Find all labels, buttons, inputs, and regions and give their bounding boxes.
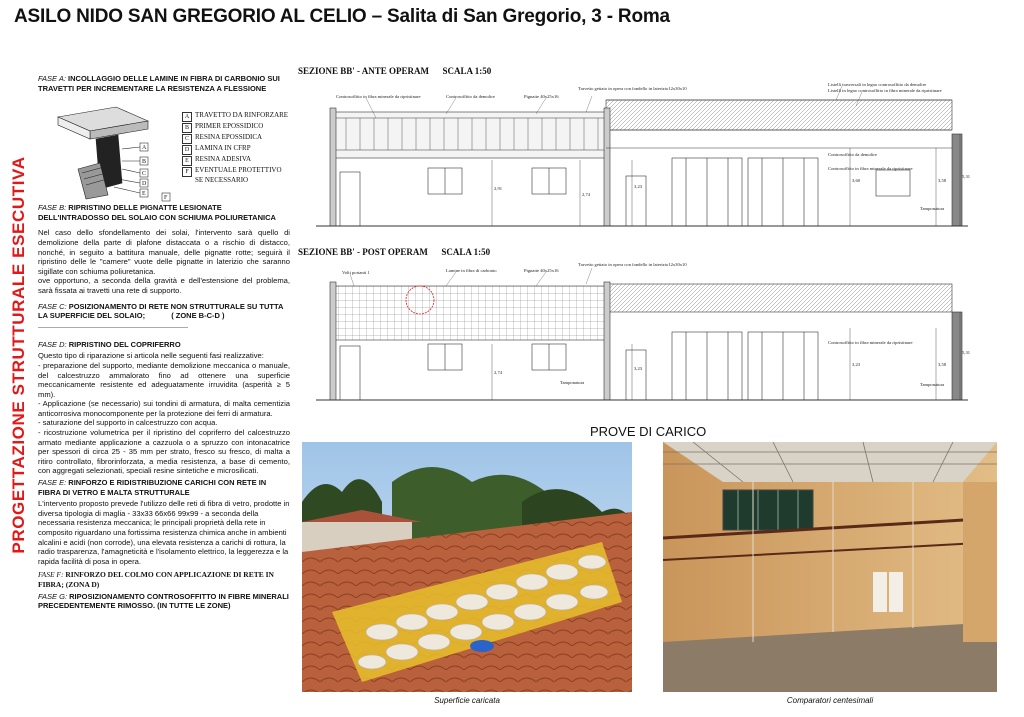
ante-label-tamponatura: Tamponatura: [920, 206, 945, 211]
fase-d-item: - preparazione del supporto, mediante demolizione meccanica o manuale, del calcestruzzo ammalorato fino ad ottenere una superficie meccanicamente resistente ed adeguatamente irruvidita (asperità ≥ 5 mm).: [38, 360, 290, 399]
diag-label-d: D: [142, 181, 147, 188]
fase-a-legend: [182, 111, 290, 185]
fase-d-item: - saturazione del supporto in calcestruzzo con acqua.: [38, 418, 218, 428]
ante-label-listelli2: Listelli in legno controsoffitto in fibra minerale da ripristinare: [828, 88, 942, 93]
text-column: [38, 74, 290, 613]
fase-c-zone: ( ZONE B-C-D ): [171, 311, 225, 321]
photo-interior-comparators: [663, 442, 997, 692]
legend-item: C RESINA EPOSSIDICA: [182, 133, 290, 144]
separator: [38, 327, 188, 328]
vertical-title-band: [2, 60, 36, 650]
fase-e-title: FASE E: RINFORZO E RIDISTRIBUZIONE CARICHI CON RETE IN FIBRA DI VETRO E MALTA STRUTTURALE: [38, 478, 267, 497]
vertical-title: PROGETTAZIONE STRUTTURALE ESECUTIVA: [9, 156, 28, 554]
legend-item: B PRIMER EPOSSIDICO: [182, 122, 290, 133]
post-label-volti: Volti portanti 1: [342, 270, 370, 275]
ante-label-listelli1: Listelli trasversali in legno controsoffitto da demolire: [828, 82, 927, 87]
post-label-pignatte: Pignatte 40x25x16: [524, 268, 559, 273]
post-label-tamponatura1: Tamponatura: [560, 380, 585, 385]
fase-a-figure: [38, 99, 290, 203]
page-title: ASILO NIDO SAN GREGORIO AL CELIO – Salita di San Gregorio, 3 - Roma: [14, 6, 670, 27]
fase-a-head: FASE A:: [38, 74, 66, 83]
legend-item: E RESINA ADESIVA: [182, 155, 290, 166]
fase-b-title: FASE B: RIPRISTINO DELLE PIGNATTE LESIONATE DELL'INTRADOSSO DEL SOLAIO CON SCHIUMA POLIURETANICA: [38, 203, 276, 222]
ante-dim: 3,23: [634, 184, 643, 189]
diag-label-c: C: [142, 171, 147, 178]
ante-dim: 3,58: [938, 178, 947, 183]
ante-label-travetti: Travetto gettato in opera con fondello in laterizio12x30x10: [578, 86, 687, 91]
fase-d-intro: Questo tipo di riparazione si articola nelle seguenti fasi realizzative:: [38, 351, 264, 361]
section-ante-drawing: [296, 78, 972, 238]
ante-dim: 2,74: [582, 192, 591, 197]
fase-d-item: - ricostruzione volumetrica per il ripristino del copriferro del calcestruzzo armato mediante applicazione a cazzuola o a spruzzo con intonacatrice per spessori di circa 25 - 35 mm per strato, fresco su fresco, di malta a ritiro controllato, fibrorinforzata, a media resistenza, a base di cemento, con aggregati selezionati, speciali resine sintetiche e microsilicati.: [38, 428, 290, 476]
fase-b-p1: Nel caso dello sfondellamento dei solai, l'intervento sarà quello di demolizione della parte di plafone distaccata o a rischio di distacco, nonché, in seguito a battitura manuale, delle pignatte rotte; seguirà il ripristino delle le "camere" vuote delle pignatte in laterizio che saranno sigillate con schiuma poliuretanica.: [38, 228, 290, 276]
prove-title: PROVE DI CARICO: [590, 424, 707, 439]
fase-c-title: FASE C: POSIZIONAMENTO DI RETE NON STRUTTURALE SU TUTTA LA SUPERFICIE DEL SOLAIO; ( ZONE B-C-D ): [38, 301, 284, 321]
fase-d-title: FASE D: RIPRISTINO DEL COPRIFERRO: [38, 339, 181, 349]
legend-item: D LAMINA IN CFRP: [182, 144, 290, 155]
photo-loaded-roof: [302, 442, 632, 692]
fase-a-text: INCOLLAGGIO DELLE LAMINE IN FIBRA DI CARBONIO SUI TRAVETTI PER INCREMENTARE LA RESISTENZA A FLESSIONE: [38, 74, 280, 93]
fase-f-title: FASE F: RINFORZO DEL COLMO CON APPLICAZIONE DI RETE IN FIBRA; (ZONA D): [38, 570, 274, 589]
ante-label-cd1: Controsoffitto da demolire: [828, 152, 877, 157]
fase-d-item: - Applicazione (se necessario) sui tondini di armatura, di malta cementizia anticorrosiva monocomponente per la protezione dei ferri di armatura.: [38, 399, 290, 418]
fase-e-p: L'intervento proposto prevede l'utilizzo delle reti di fibra di vetro, prodotte in diversa tipologia di maglia - 33x33 66x66 99x99 - a seconda della necessaria resistenza meccanica; le principali proprietà della rete in composito riguardano una fortissima resistenza chimica anche in ambienti alcalini e acidi (non corrode), una elevata resistenza a carichi di rottura, la radio trasparenza, l'amagneticità e l'isolamento elettrico, la leggerezza e la rapida facilità di posa in opera.: [38, 499, 290, 566]
post-label-tamponatura2: Tamponatura: [920, 382, 945, 387]
section-post-title: SEZIONE BB' - POST OPERAM SCALA 1:50: [298, 247, 491, 257]
diag-label-f: F: [164, 195, 168, 202]
fase-b-p2: ove opportuno, a seconda della gravità e dell'estensione del problema, sarà fissata ai travetti una rete di supporto.: [38, 276, 290, 295]
caption-left: Superficie caricata: [434, 696, 500, 705]
post-dim: 3,23: [634, 366, 643, 371]
ante-label-controsoffitto-demolire: Controsoffitto da demolire: [446, 94, 495, 99]
ante-dim: 3,60: [852, 178, 861, 183]
caption-right: Comparatori centesimali: [786, 696, 874, 705]
post-dim: 3,23: [852, 362, 861, 367]
fase-a-title: [38, 74, 290, 93]
ante-label-pignatte: Pignatte 40x25x16: [524, 94, 559, 99]
ante-dim: 5,31: [962, 174, 971, 179]
legend-item: A TRAVETTO DA RINFORZARE: [182, 111, 290, 122]
section-post-drawing: [296, 258, 972, 408]
lamina-diagram: [38, 99, 178, 203]
post-dim: 2,74: [494, 370, 503, 375]
diag-label-b: B: [142, 159, 147, 166]
ante-label-controsoffitto: Controsoffitto in fibra minerale da ripristinare: [336, 94, 421, 99]
diag-label-e: E: [142, 191, 146, 198]
fase-g-title: FASE G: RIPOSIZIONAMENTO CONTROSOFFITTO IN FIBRE MINERALI PRECEDENTEMENTE RIMOSSO. (IN TUTTE LE ZONE): [38, 591, 289, 611]
diag-label-a: A: [142, 145, 147, 152]
post-label-lamine: Lamine in fibra di carbonio: [446, 268, 497, 273]
post-label-controsoffitto: Controsoffitto in fibra minerale da ripristinare: [828, 340, 913, 345]
post-dim: 3,58: [938, 362, 947, 367]
post-label-travetti: Travetto gettato in opera con fondello in laterizio12x30x10: [578, 262, 687, 267]
legend-item: F EVENTUALE PROTETTIVO SE NECESSARIO: [182, 166, 290, 185]
ante-label-cf1: Controsoffitto in fibra minerale da ripristinare: [828, 166, 913, 171]
ante-dim: 2,91: [494, 186, 503, 191]
section-ante-title: SEZIONE BB' - ANTE OPERAM SCALA 1:50: [298, 66, 492, 76]
post-dim: 5,31: [962, 350, 971, 355]
